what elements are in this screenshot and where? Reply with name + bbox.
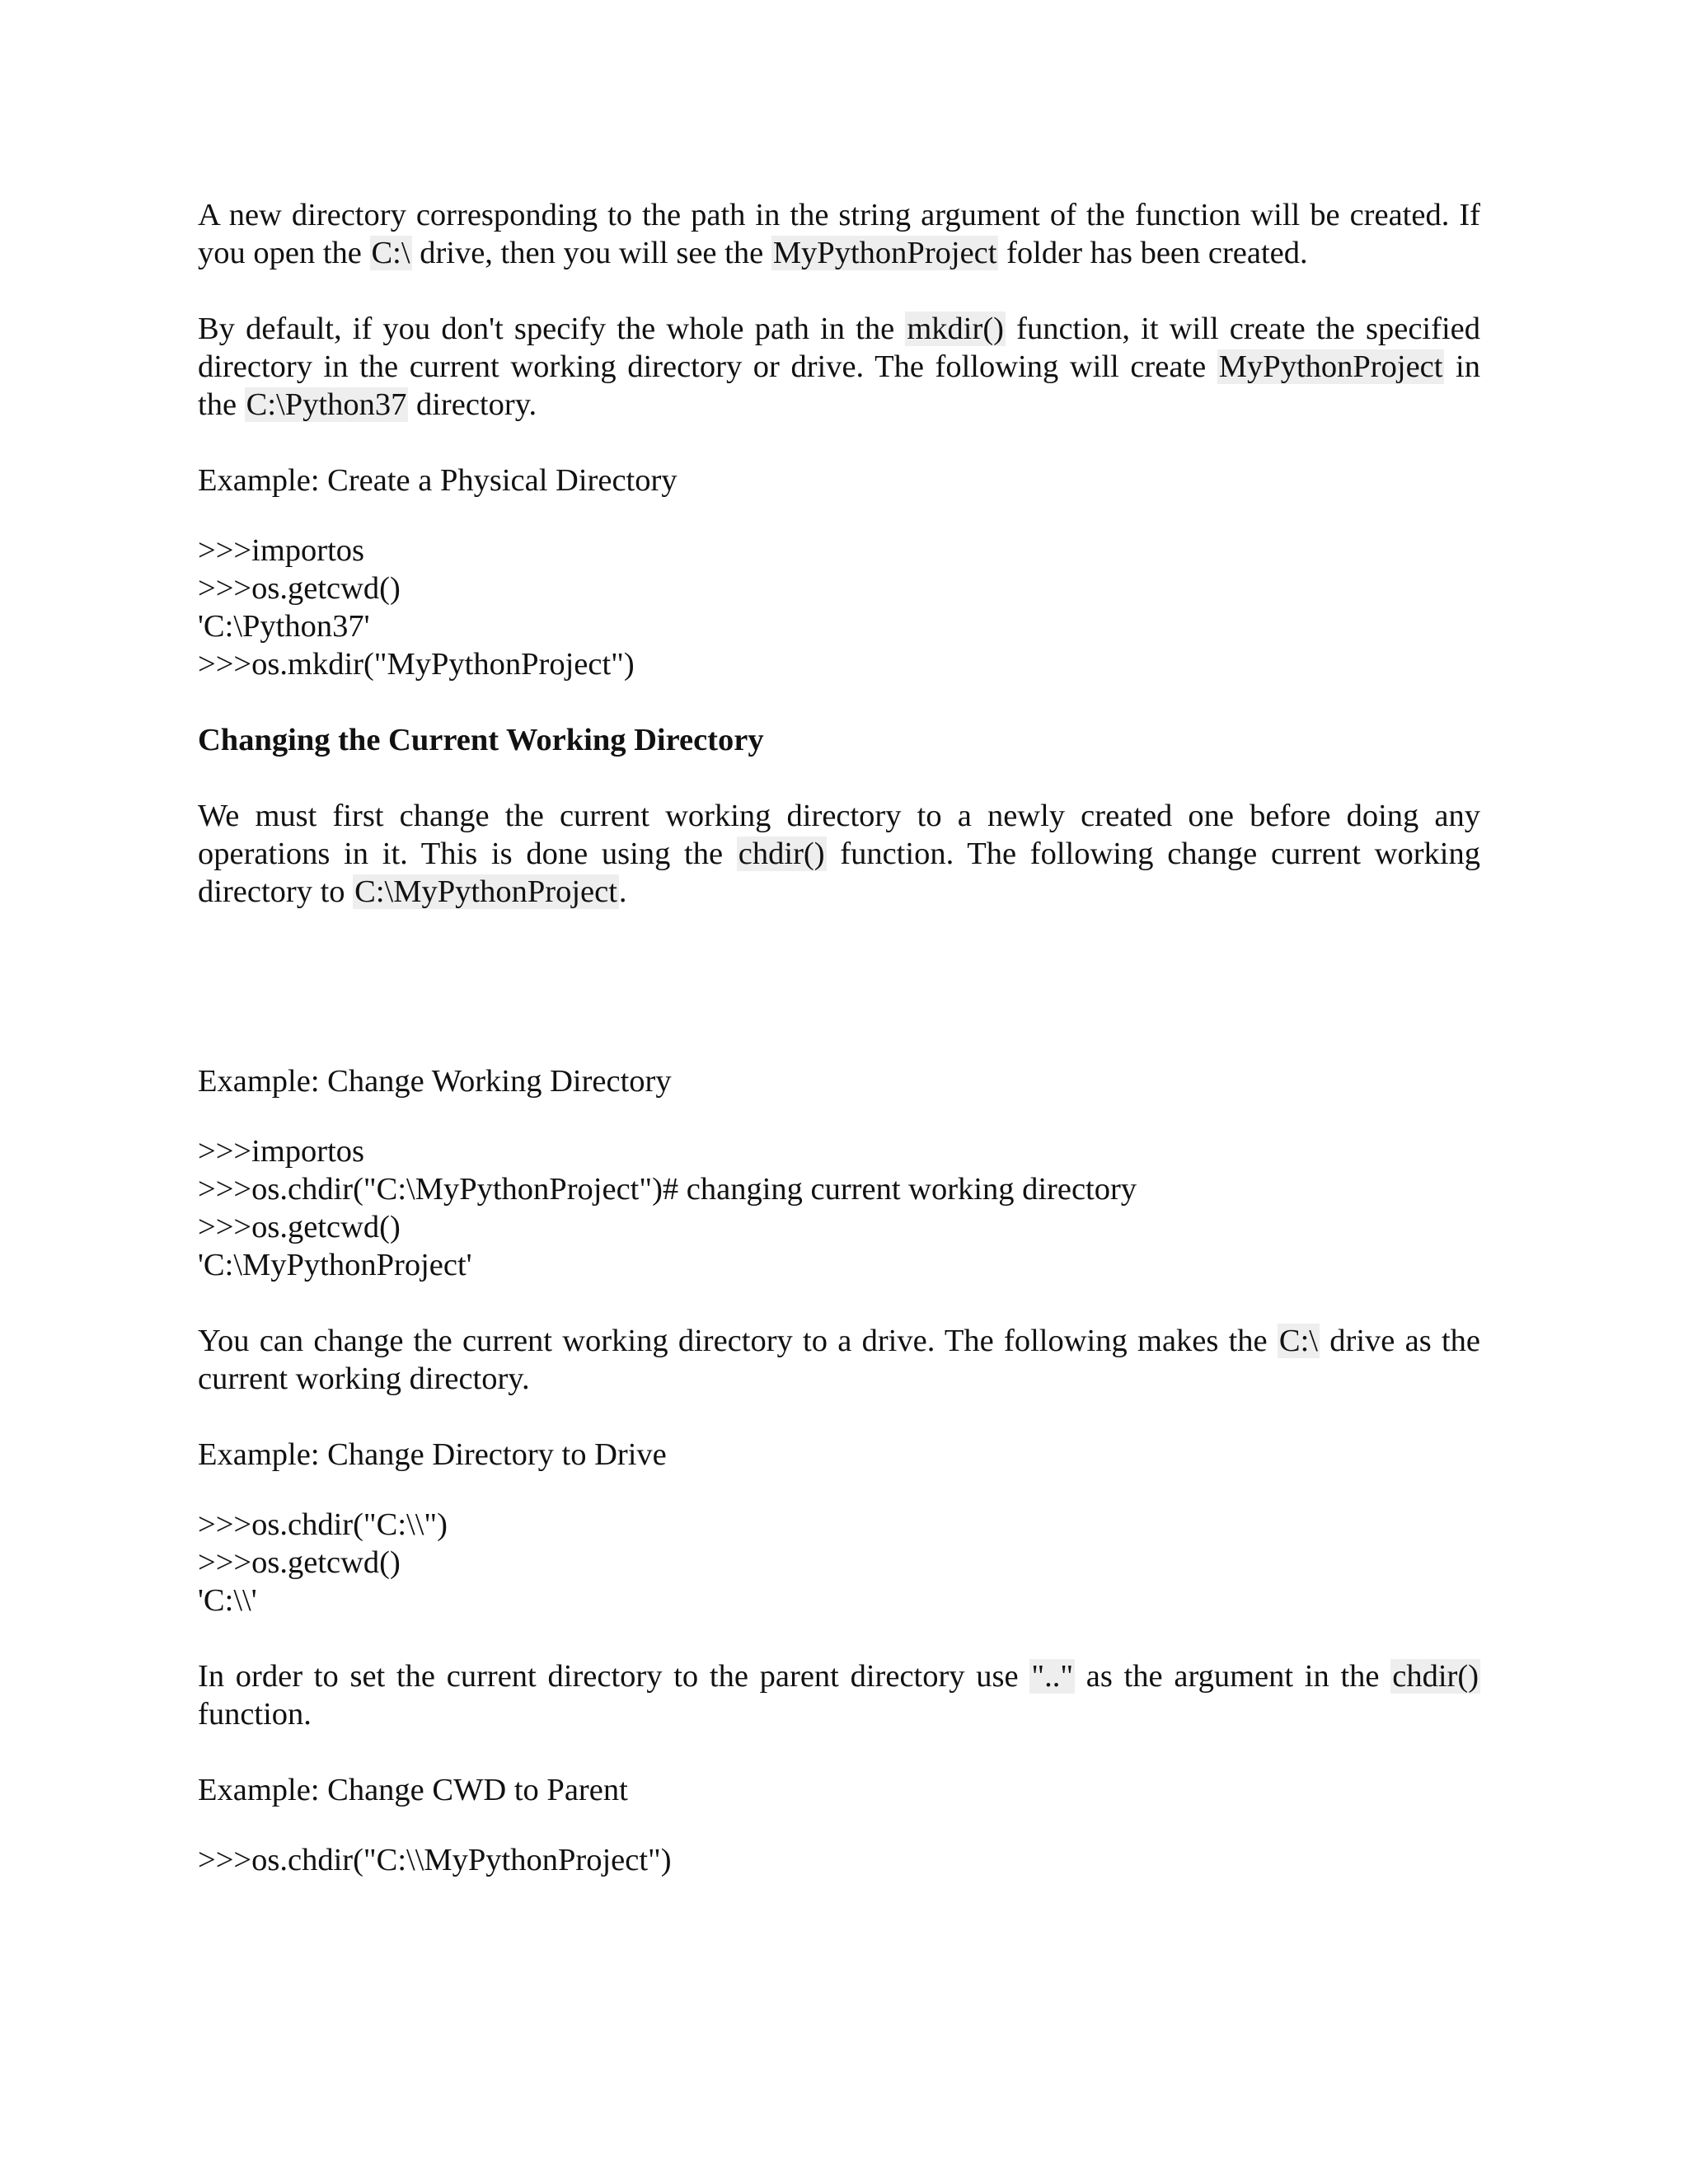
text-run: function. The following change current working directory to [198,837,1480,909]
text-run: in the [198,349,1480,422]
text-run: By default, if you don't specify the whole path in the [198,312,906,346]
text-run: folder has been created. [998,236,1308,270]
inline-code-drive: C:\ [1278,1324,1318,1358]
text-run: as the argument in the [1075,1659,1391,1694]
inline-code-chdir: chdir() [1392,1659,1479,1694]
inline-code-mkdir: mkdir() [907,312,1004,346]
code-line: 'C:\Python37' [198,609,370,644]
spacer [198,424,1480,462]
code-block-parent [198,1841,1480,1879]
text-run: In order to set the current directory to the parent directory use [198,1659,1030,1694]
inline-code-folder: MyPythonProject [772,236,997,270]
inline-code-chdir: chdir() [738,837,825,871]
text-run: You can change the current working directory to a drive. The following makes the [198,1324,1278,1358]
code-line: 'C:\MyPythonProject' [198,1248,472,1282]
spacer [198,272,1480,310]
code-line: >>>os.getcwd() [198,571,401,606]
spacer [198,1398,1480,1436]
code-line: >>>os.getcwd() [198,1210,401,1244]
code-line: >>>os.chdir("C:\MyPythonProject")# changing current working directory [198,1172,1137,1207]
text-run: directory. [408,387,537,422]
example-title-change: Example: Change Working Directory [198,1064,672,1099]
inline-code-path: C:\Python37 [246,387,407,422]
inline-code-path: C:\MyPythonProject [354,874,617,909]
spacer [198,1284,1480,1322]
code-line: >>>importos [198,1134,365,1169]
paragraph-drive [198,1322,1480,1398]
text-run: function. [198,1697,312,1732]
code-line: >>>os.chdir("C:\\") [198,1507,448,1542]
example-title-drive: Example: Change Directory to Drive [198,1437,667,1472]
inline-code-folder: MyPythonProject [1218,349,1443,384]
paragraph-default-path [198,310,1480,424]
code-block-create [198,532,1480,683]
text-run: function, it will create the specified directory in the current working directory or drive. The following will create [198,312,1480,384]
text-run: We must first change the current working directory to a newly created one before doing any operations in it. This is done using the [198,799,1480,871]
code-block-drive [198,1506,1480,1619]
spacer [198,759,1480,797]
inline-code-dotdot: ".." [1031,1659,1074,1694]
section-heading: Changing the Current Working Directory [198,723,764,757]
code-line: >>>os.getcwd() [198,1545,401,1580]
code-block-change [198,1132,1480,1284]
spacer [198,1474,1480,1506]
paragraph-parent [198,1657,1480,1733]
code-line: >>>os.chdir("C:\\MyPythonProject") [198,1843,672,1877]
example-title-parent: Example: Change CWD to Parent [198,1773,628,1807]
inline-code-drive: C:\ [371,236,410,270]
example-title-create: Example: Create a Physical Directory [198,463,678,498]
code-line: 'C:\\' [198,1583,257,1618]
text-run: A new directory corresponding to the path in the string argument of the function will be created. If you open the [198,198,1480,270]
text-run: drive as the current working directory. [198,1324,1480,1396]
paragraph-new-directory [198,196,1480,272]
text-run: drive, then you will see the [411,236,771,270]
text-run: . [618,874,627,909]
spacer [198,499,1480,532]
spacer [198,1809,1480,1841]
spacer [198,911,1480,1062]
spacer [198,683,1480,721]
spacer [198,1100,1480,1132]
paragraph-change-cwd [198,797,1480,911]
code-line: >>>os.mkdir("MyPythonProject") [198,647,635,682]
spacer [198,1733,1480,1771]
code-line: >>>importos [198,533,365,568]
spacer [198,1619,1480,1657]
page-content [198,196,1480,1879]
